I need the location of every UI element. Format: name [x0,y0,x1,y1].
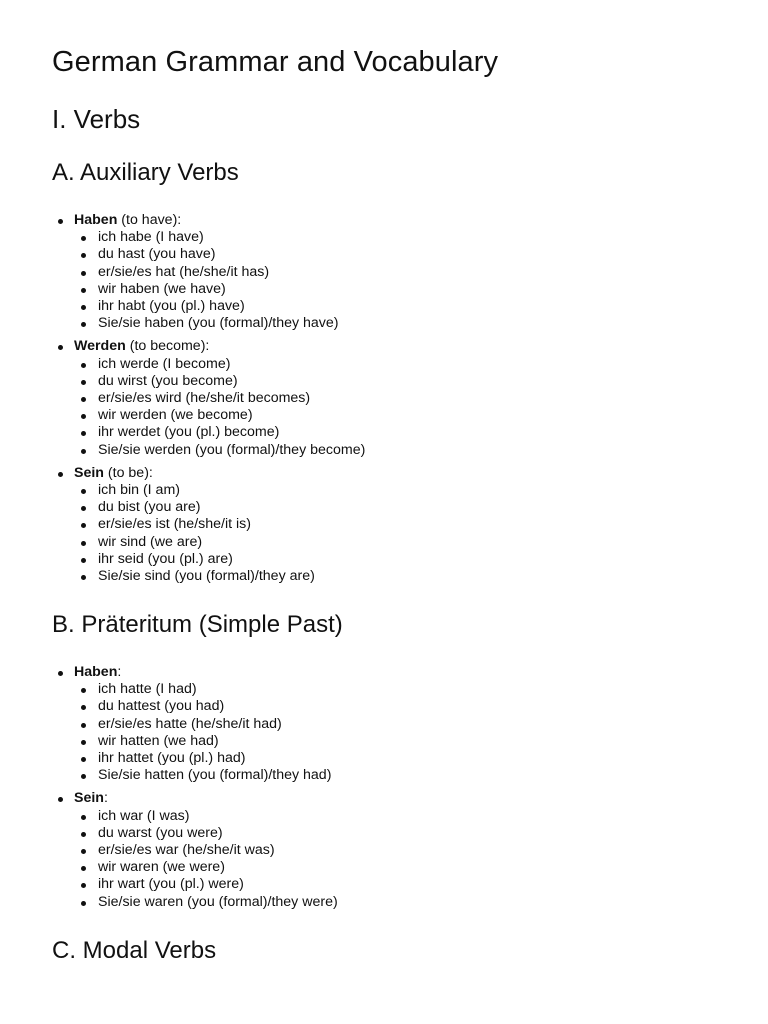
conjugation-item: er/sie/es hat (he/she/it has) [74,264,365,281]
auxiliary-verbs-list [52,212,365,591]
conjugation-list [74,681,338,784]
conjugation-item: ihr seid (you (pl.) are) [74,551,365,568]
subsection-heading-prateritum: B. Präteritum (Simple Past) [52,611,343,638]
conjugation-list [74,808,338,911]
conjugation-item: Sie/sie haben (you (formal)/they have) [74,315,365,332]
verb-meaning: (to be): [103,464,153,481]
conjugation-item: ich war (I was) [74,808,338,825]
conjugation-item: du hast (you have) [74,246,365,263]
verb-entry-haben-past [52,664,338,784]
conjugation-item: er/sie/es ist (he/she/it is) [74,516,365,533]
conjugation-list [74,356,365,459]
conjugation-item: ich habe (I have) [74,229,365,246]
verb-entry-sein [52,465,365,585]
conjugation-item: du bist (you are) [74,499,365,516]
verb-meaning: : [117,664,122,680]
verb-heading [74,338,365,355]
conjugation-item: ich hatte (I had) [74,681,338,698]
conjugation-item: Sie/sie werden (you (formal)/they become) [74,442,365,459]
conjugation-item: er/sie/es wird (he/she/it becomes) [74,390,365,407]
conjugation-item: du hattest (you had) [74,698,338,715]
verb-heading [74,212,365,229]
conjugation-item: Sie/sie sind (you (formal)/they are) [74,568,365,585]
verb-entry-werden [52,338,365,458]
conjugation-item: er/sie/es hatte (he/she/it had) [74,716,338,733]
prateritum-list [52,664,338,917]
conjugation-item: wir waren (we were) [74,859,338,876]
conjugation-list [74,229,365,332]
conjugation-item: du warst (you were) [74,825,338,842]
conjugation-item: du wirst (you become) [74,373,365,390]
page-title: German Grammar and Vocabulary [52,46,499,78]
conjugation-item: Sie/sie waren (you (formal)/they were) [74,894,338,911]
conjugation-item: wir sind (we are) [74,534,365,551]
section-heading-verbs: I. Verbs [52,104,141,134]
verb-meaning: : [103,790,108,807]
subsection-heading-auxiliary-verbs: A. Auxiliary Verbs [52,159,239,186]
verb-meaning: (to have): [117,212,182,228]
verb-name: Sein [74,790,104,807]
conjugation-item: ihr werdet (you (pl.) become) [74,424,365,441]
verb-name: Haben [74,212,118,228]
conjugation-item: ihr hattet (you (pl.) had) [74,750,338,767]
verb-meaning: (to become): [125,338,210,355]
conjugation-item: wir werden (we become) [74,407,365,424]
verb-heading [74,664,338,681]
verb-name: Werden [74,338,126,355]
conjugation-item: wir hatten (we had) [74,733,338,750]
conjugation-item: er/sie/es war (he/she/it was) [74,842,338,859]
verb-name: Haben [74,664,118,680]
conjugation-item: wir haben (we have) [74,281,365,298]
verb-heading [74,465,365,482]
conjugation-item: ich werde (I become) [74,356,365,373]
conjugation-list [74,482,365,585]
subsection-heading-modal-verbs: C. Modal Verbs [52,937,217,964]
conjugation-item: ihr habt (you (pl.) have) [74,298,365,315]
verb-entry-sein-past [52,790,338,910]
conjugation-item: ich bin (I am) [74,482,365,499]
verb-heading [74,790,338,807]
verb-name: Sein [74,464,104,481]
conjugation-item: Sie/sie hatten (you (formal)/they had) [74,767,338,784]
conjugation-item: ihr wart (you (pl.) were) [74,876,338,893]
verb-entry-haben [52,212,365,332]
